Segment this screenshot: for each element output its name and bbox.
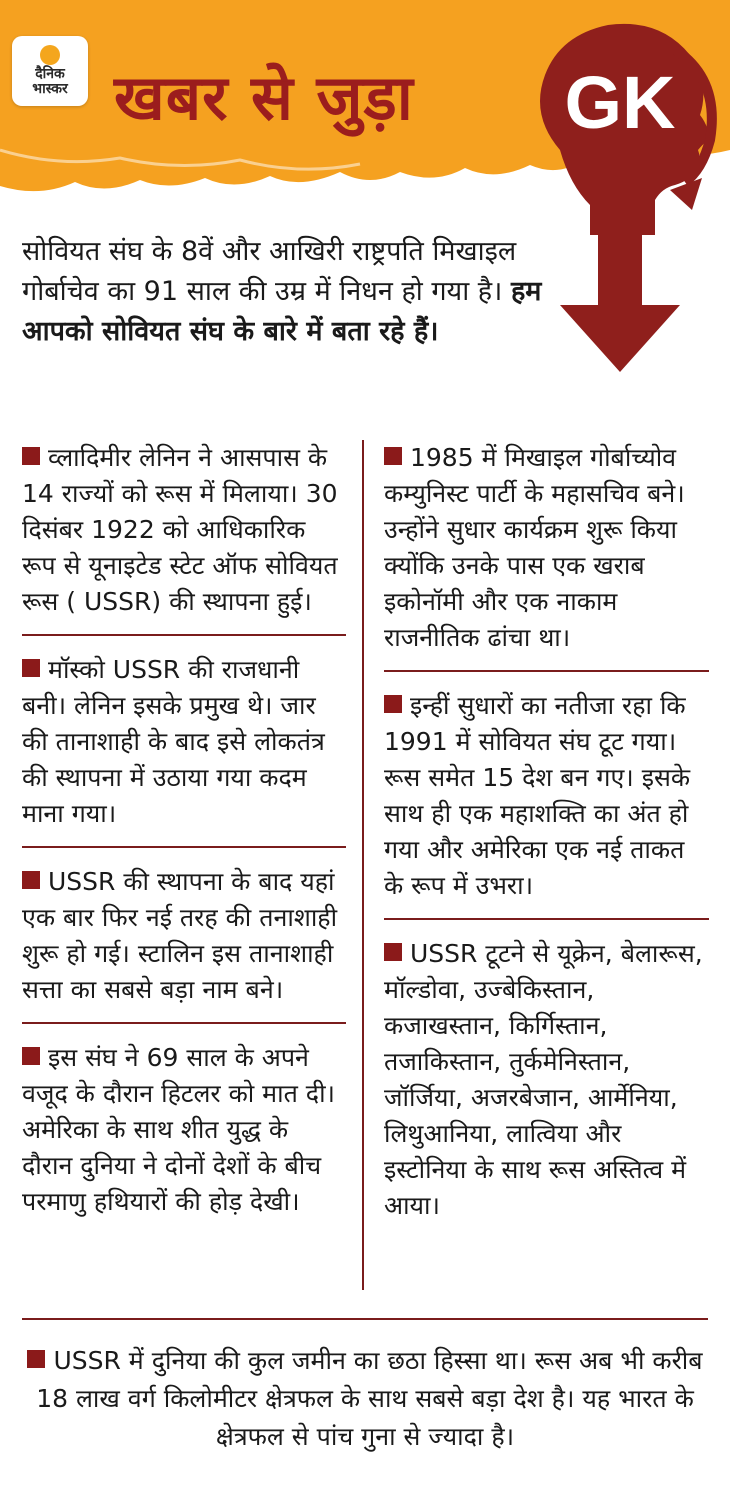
- right-para-1: [384, 440, 709, 656]
- left-column: [22, 440, 346, 1220]
- right-para-2-text: इन्हीं सुधारों का नतीजा रहा कि 1991 में सोवियत संघ टूट गया। रूस समेत 15 देश बन गए। इसके साथ ही एक महाशक्ति का अंत हो गया और अमेरिका एक नई ताकत के रूप में उभरा।: [384, 691, 691, 900]
- intro-normal: सोवियत संघ के 8वें और आखिरी राष्ट्रपति मिखाइल गोर्बाचेव का 91 साल की उम्र में निधन हो गया है।: [22, 236, 517, 307]
- bullet-square-icon: [384, 447, 402, 465]
- divider: [384, 670, 709, 672]
- bullet-square-icon: [22, 659, 40, 677]
- right-para-3-text: USSR टूटने से यूक्रेन, बेलारूस, मॉल्डोवा, उज्बेकिस्तान, कजाखस्तान, किर्गिस्तान, तजाकिस्तान, तुर्कमेनिस्तान, जॉर्जिया, अजरबेजान, आर्मेनिया, लिथुआनिया, लात्विया और इस्टोनिया के साथ रूस अस्तित्व में आया।: [384, 939, 703, 1220]
- right-para-3: [384, 936, 709, 1224]
- bottom-divider: [22, 1318, 708, 1320]
- bullet-square-icon: [22, 447, 40, 465]
- divider: [22, 634, 346, 636]
- divider: [22, 846, 346, 848]
- left-para-4: [22, 1040, 346, 1220]
- left-para-1: [22, 440, 346, 620]
- left-para-1-text: व्लादिमीर लेनिन ने आसपास के 14 राज्यों को रूस में मिलाया। 30 दिसंबर 1922 को आधिकारिक रूप से यूनाइटेड स्टेट ऑफ सोवियत रूस ( USSR) की स्थापना हुई।: [22, 443, 338, 616]
- bottom-fact: [22, 1342, 708, 1456]
- left-para-3-text: USSR की स्थापना के बाद यहां एक बार फिर नई तरह की तनाशाही शुरू हो गई। स्टालिन इस तानाशाही सत्ता का सबसे बड़ा नाम बने।: [22, 867, 338, 1004]
- dainik-bhaskar-logo: [12, 36, 88, 106]
- logo-line-2: भास्कर: [32, 81, 68, 97]
- divider: [22, 1022, 346, 1024]
- right-para-2: [384, 688, 709, 904]
- left-para-4-text: इस संघ ने 69 साल के अपने वजूद के दौरान हिटलर को मात दी। अमेरिका के साथ शीत युद्ध के दौरान दुनिया ने दोनों देशों के बीच परमाणु हथियारों की होड़ देखी।: [22, 1043, 336, 1216]
- page-title: खबर से जुड़ा: [114, 61, 414, 134]
- sun-icon: [40, 45, 60, 65]
- right-para-1-text: 1985 में मिखाइल गोर्बाच्योव कम्युनिस्ट पार्टी के महासचिव बने। उन्होंने सुधार कार्यक्रम शुरू किया क्योंकि उनके पास एक खराब इकोनॉमी और एक नाकाम राजनीतिक ढांचा था।: [384, 443, 685, 652]
- left-para-2-text: मॉस्को USSR की राजधानी बनी। लेनिन इसके प्रमुख थे। जार की तानाशाही के बाद इसे लोकतंत्र की स्थापना में उठाया गया कदम माना गया।: [22, 655, 325, 828]
- bullet-square-icon: [22, 1047, 40, 1065]
- bullet-square-icon: [384, 943, 402, 961]
- logo-line-1: दैनिक: [35, 66, 65, 82]
- left-para-2: [22, 652, 346, 832]
- right-column: [384, 440, 709, 1224]
- intro-bold: हम आपको सोवियत संघ के बारे में बता रहे हैं।: [22, 276, 542, 347]
- left-para-3: [22, 864, 346, 1008]
- bullet-square-icon: [27, 1350, 45, 1368]
- bullet-square-icon: [384, 695, 402, 713]
- intro-text: [22, 232, 582, 352]
- bottom-fact-text: USSR में दुनिया की कुल जमीन का छठा हिस्सा था। रूस अब भी करीब 18 लाख वर्ग किलोमीटर क्षेत्रफल के साथ सबसे बड़ा देश है। यह भारत के क्षेत्रफल से पांच गुना से ज्यादा है।: [36, 1346, 703, 1451]
- gk-badge: GK: [564, 61, 676, 144]
- bullet-square-icon: [22, 871, 40, 889]
- divider: [384, 918, 709, 920]
- column-divider: [362, 440, 364, 1290]
